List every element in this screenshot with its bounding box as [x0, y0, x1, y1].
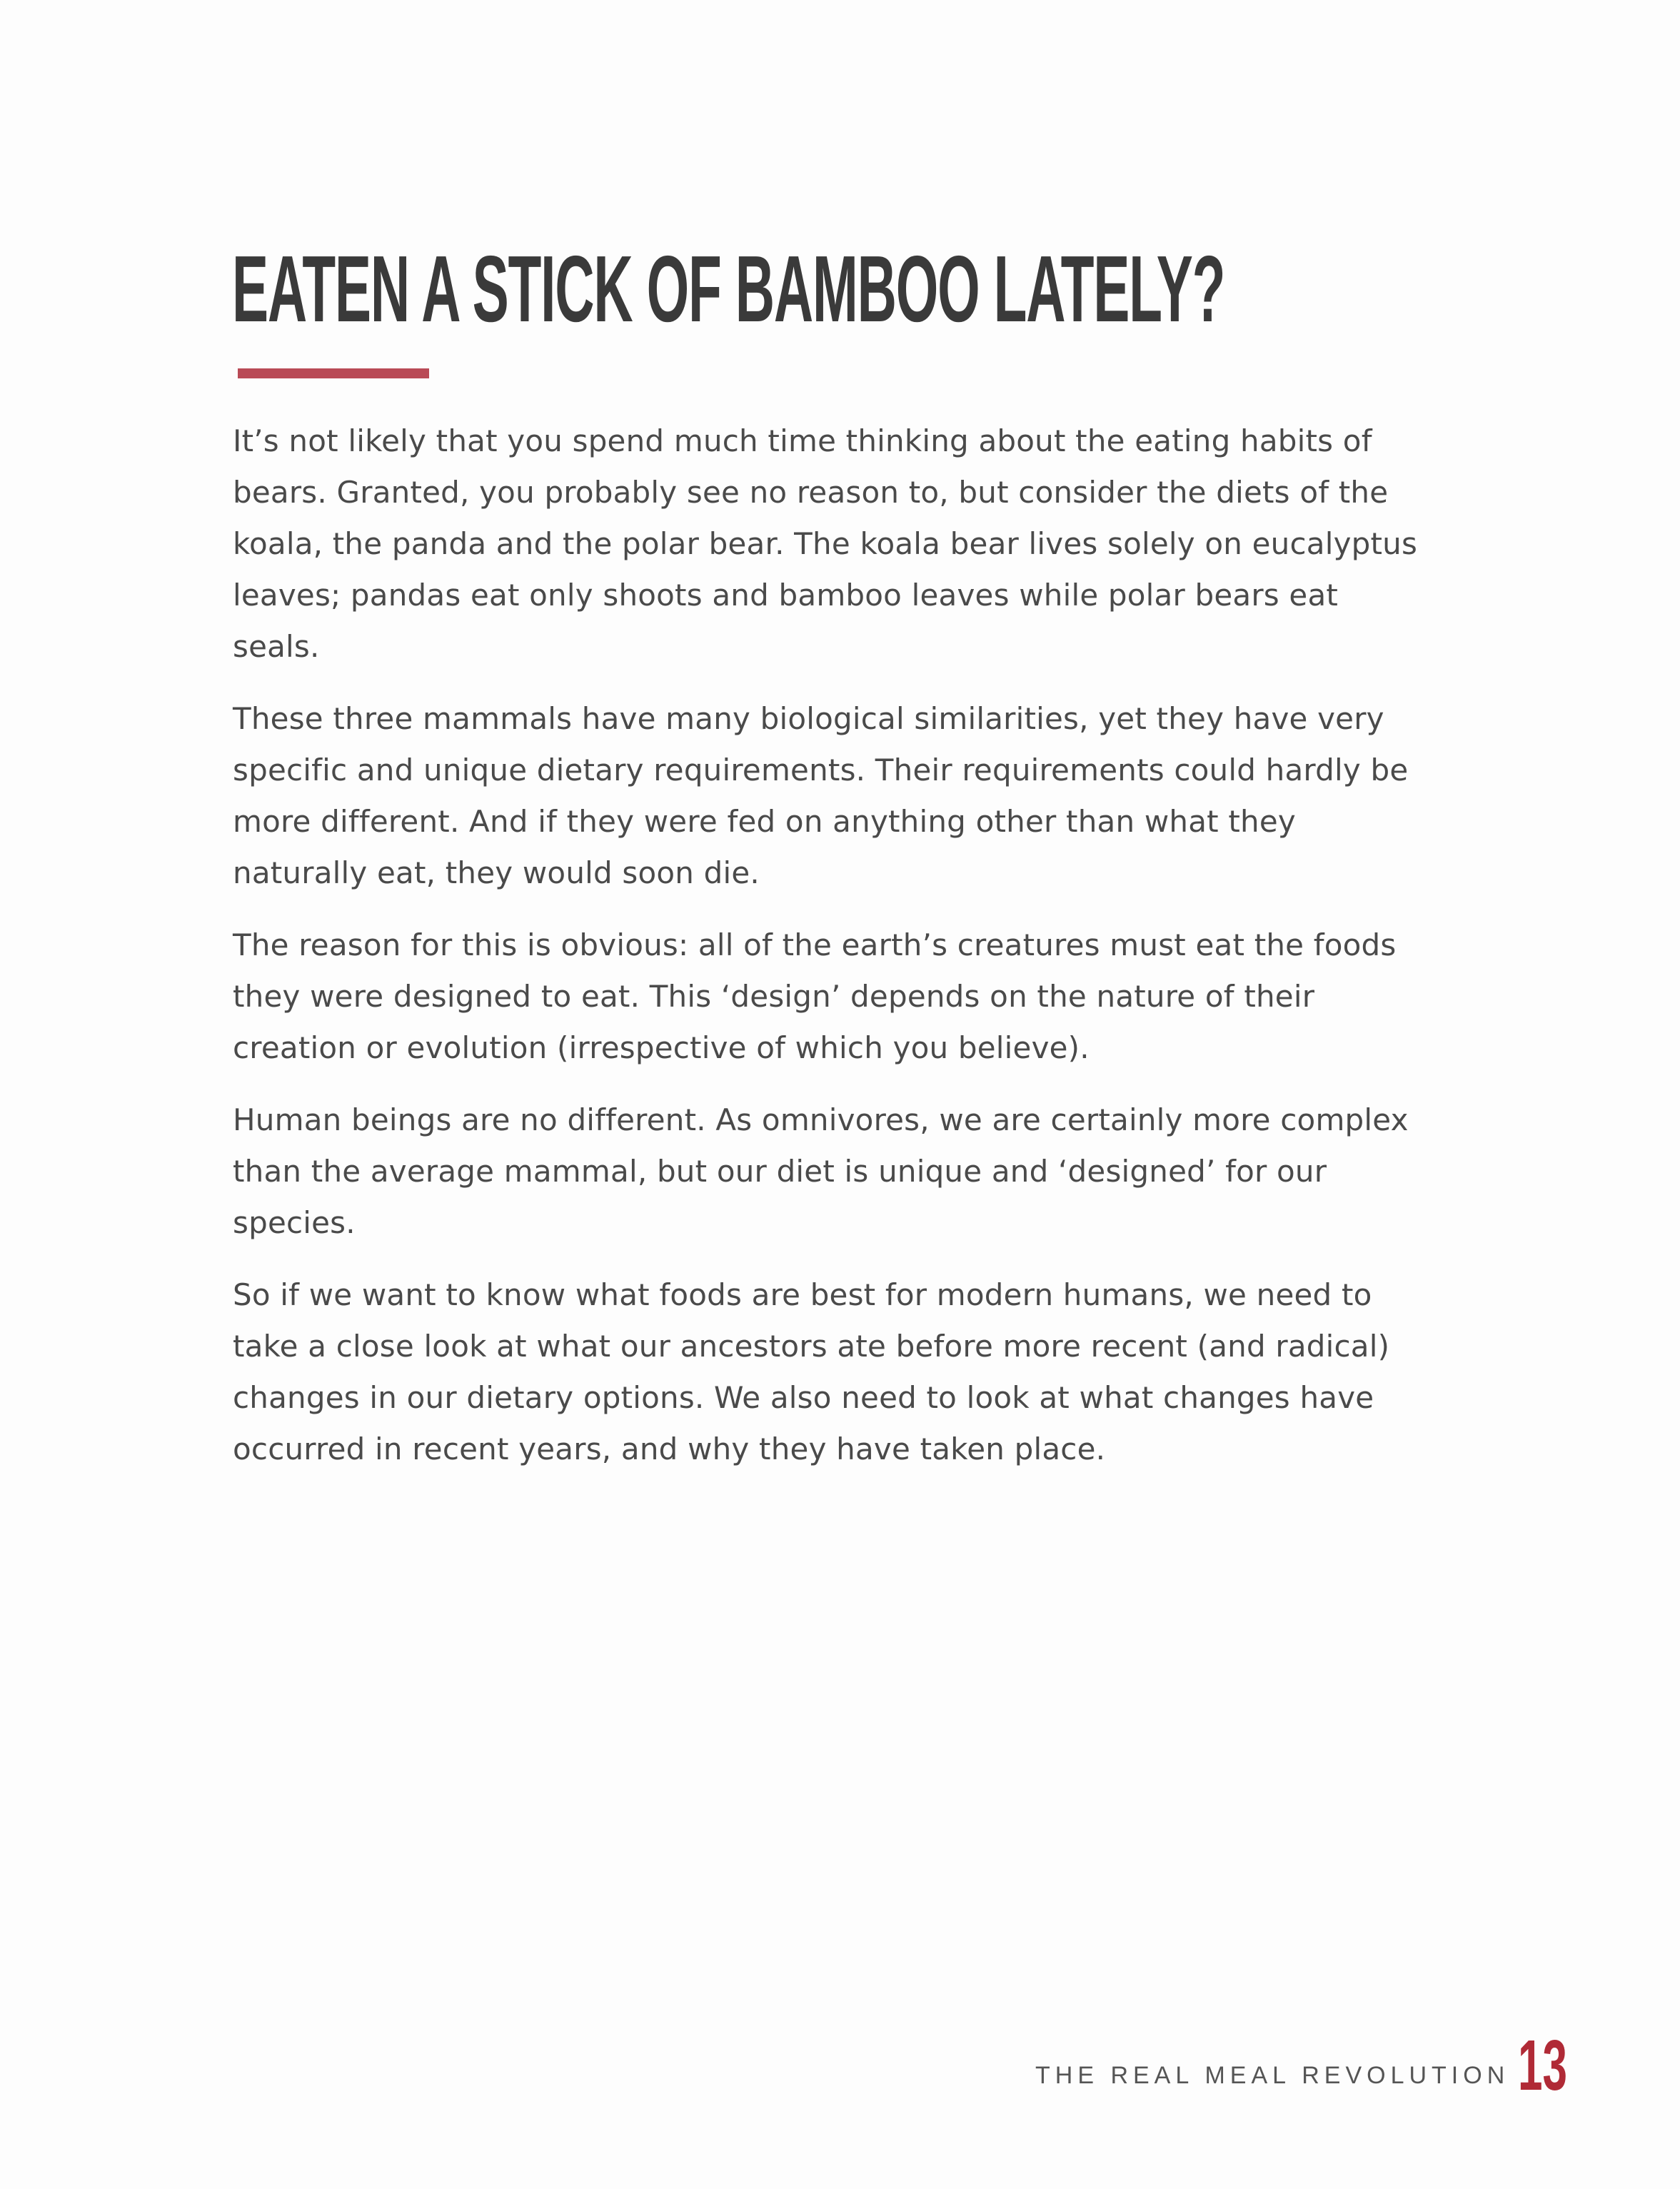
heading-underline	[238, 368, 429, 378]
paragraph: The reason for this is obvious: all of the earth’s creatures must eat the foods they were designed to eat. This ‘design’ depends on the nature of their creation or evolution (irrespective of which you believe).	[233, 927, 1397, 1065]
paragraph: These three mammals have many biological similarities, yet they have very specific and unique dietary requirements. Their requirements could hardly be more different. And if they were fed on anything other than what they naturally eat, they would soon die.	[233, 701, 1409, 890]
paragraph: So if we want to know what foods are best for modern humans, we need to take a close look at what our ancestors ate before more recent (and radical) changes in our dietary options. We also need to look at what changes have occurred in recent years, and why they have taken place.	[233, 1277, 1390, 1466]
paragraph: It’s not likely that you spend much time thinking about the eating habits of bears. Granted, you probably see no reason to, but consider the diets of the koala, the panda and the polar bear. The koala bear lives solely on eucalyptus leaves; pandas eat only shoots and bamboo leaves while polar bears eat seals.	[233, 423, 1418, 664]
footer-book-title: THE REAL MEAL REVOLUTION	[1035, 2062, 1510, 2089]
page-number: 13	[1518, 2026, 1567, 2105]
body-text	[233, 416, 1432, 1496]
page-heading: EATEN A STICK OF BAMBOO LATELY?	[232, 236, 1225, 341]
paragraph: Human beings are no different. As omnivores, we are certainly more complex than the average mammal, but our diet is unique and ‘designed’ for our species.	[233, 1102, 1409, 1240]
